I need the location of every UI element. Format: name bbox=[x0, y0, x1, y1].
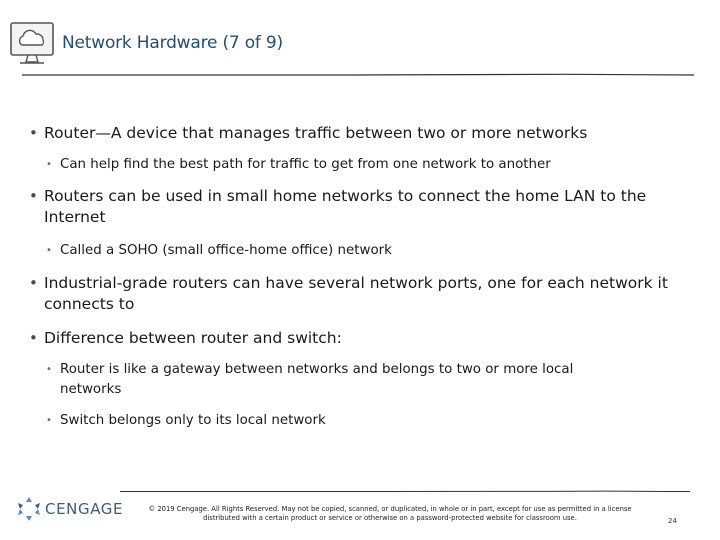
bullet-level1: • Routers can be used in small home networks to connect the home LAN to the Internet bbox=[44, 186, 684, 228]
bullet-level1: • Difference between router and switch: bbox=[44, 328, 684, 349]
slide-title: Network Hardware (7 of 9) bbox=[62, 33, 283, 53]
cengage-logo-icon bbox=[16, 495, 42, 523]
bullet-level2: • Router is like a gateway between networks and belongs to two or more local networks bbox=[60, 360, 630, 400]
footer-divider bbox=[120, 490, 690, 493]
copyright-notice: © 2019 Cengage. All Rights Reserved. May not be copied, scanned, or duplicated, in whole or in part, except for use as permitted in a license distributed with a certain product or service or otherwise on a password-protected website for classroom use. bbox=[148, 505, 632, 522]
bullet-level2: • Called a SOHO (small office-home office) network bbox=[60, 241, 670, 261]
monitor-cloud-icon bbox=[8, 18, 56, 70]
cengage-wordmark: CENGAGE bbox=[45, 500, 124, 518]
bullet-level2: • Switch belongs only to its local network bbox=[60, 411, 670, 431]
header-divider bbox=[22, 73, 694, 77]
page-number: 24 bbox=[668, 517, 677, 525]
bullet-level2: • Can help find the best path for traffic to get from one network to another bbox=[60, 155, 670, 175]
bullet-level1: • Router—A device that manages traffic between two or more networks bbox=[44, 123, 684, 144]
bullet-level1: • Industrial-grade routers can have several network ports, one for each network it connects to bbox=[44, 273, 684, 315]
